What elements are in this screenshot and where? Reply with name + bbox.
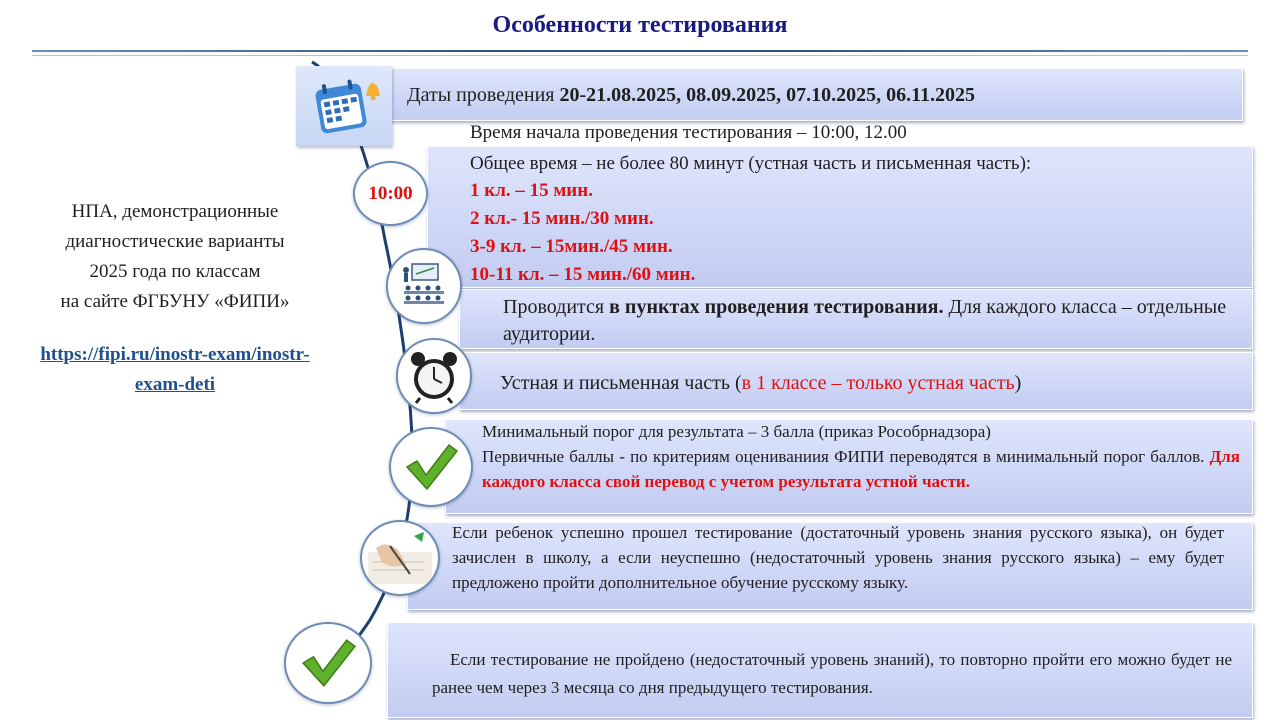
threshold-text — [482, 444, 1240, 494]
time-badge: 10:00 — [368, 182, 413, 204]
grade-3: 3-9 кл. – 15мин./45 мин. — [470, 236, 673, 257]
page-title: Особенности тестирования — [492, 12, 788, 38]
success-text: Если ребенок успешно прошел тестирование (достаточный уровень знания русского языка), он будет зачислен в школу, а если неуспешно (недостаточный уровень знания русского языка) – ему будет предложено пройти дополнительное обучение русскому языку. — [452, 523, 1224, 592]
classroom-icon — [386, 248, 462, 324]
venue-bold: в пунктах проведения тестирования. — [609, 296, 944, 318]
venue-text — [503, 294, 1243, 348]
dates-text — [407, 82, 1237, 108]
parts-text — [500, 370, 1240, 396]
dates-values: 20-21.08.2025, 08.09.2025, 07.10.2025, 06.11.2025 — [559, 84, 976, 106]
venue-suffix: Для каждого класса – отдельные аудитории. — [503, 296, 1227, 345]
npa-line-4: на сайте ФГБУНУ «ФИПИ» — [60, 291, 290, 312]
dates-prefix: Даты проведения — [407, 84, 560, 106]
retry-text: Если тестирование не пройдено (недостаточный уровень знаний), то повторно пройти его можно будет не ранее чем через 3 месяца со дня предыдущего тестирования. — [432, 650, 1232, 697]
npa-line-3: 2025 года по классам — [89, 261, 261, 282]
fipi-link[interactable]: https://fipi.ru/inostr-exam/inostr-exam-deti — [40, 344, 310, 395]
grade-4: 10-11 кл. – 15 мин./60 мин. — [470, 264, 696, 285]
checkmark-icon-2 — [284, 622, 372, 704]
grade-1: 1 кл. – 15 мин. — [470, 180, 593, 201]
grade-2: 2 кл.- 15 мин./30 мин. — [470, 208, 654, 229]
npa-info — [20, 197, 330, 317]
checkmark-icon — [389, 427, 473, 507]
npa-line-2: диагностические варианты — [65, 231, 285, 252]
venue-prefix: Проводится — [503, 296, 610, 318]
parts-suffix: ) — [1014, 372, 1022, 394]
clock-badge-icon — [353, 161, 428, 226]
npa-line-1: НПА, демонстрационные — [71, 201, 279, 222]
time-total: Общее время – не более 80 минут (устная часть и письменная часть): — [470, 153, 1032, 174]
threshold-red: Для каждого класса свой перевод с учетом результата устной части. — [482, 447, 1240, 491]
time-start: Время начала проведения тестирования – 10:00, 12.00 — [470, 122, 907, 143]
parts-prefix: Устная и письменная часть ( — [500, 372, 742, 394]
threshold-line2: Первичные баллы - по критериям оцениваниия ФИПИ переводятся в минимальный порог баллов. — [482, 447, 1210, 466]
parts-red: в 1 классе – только устная часть — [741, 372, 1015, 394]
writing-hand-icon — [360, 520, 440, 596]
threshold-line1: Минимальный порог для результата – 3 балла (приказ Рособрнадзора) — [482, 422, 991, 441]
alarm-clock-icon — [396, 338, 472, 414]
calendar-icon — [296, 66, 392, 146]
